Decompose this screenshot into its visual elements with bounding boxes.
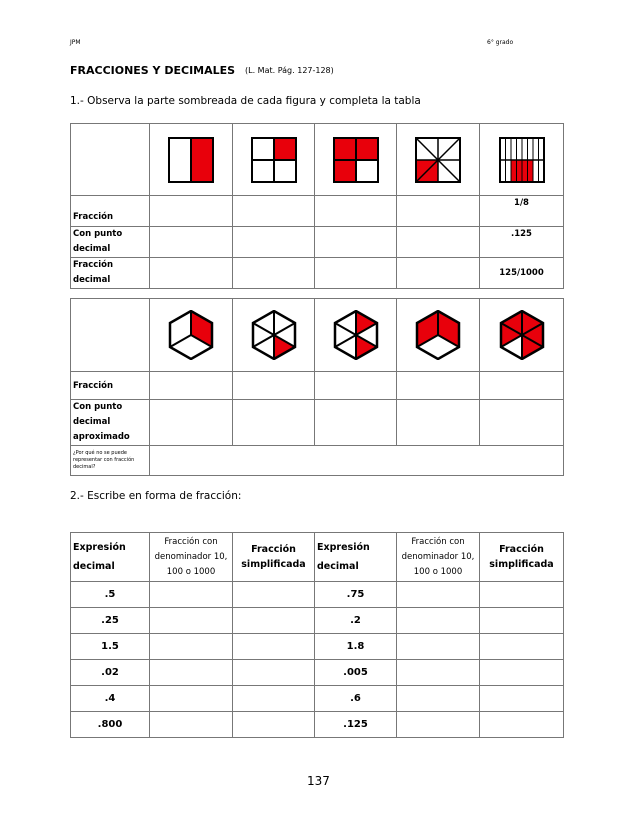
figures-table-2 — [70, 298, 564, 476]
decimal-value-right: .2 — [315, 608, 397, 634]
answer-cell[interactable] — [397, 372, 480, 400]
answer-cell[interactable] — [397, 582, 480, 608]
figure-hexagon-sixth — [233, 299, 315, 372]
square-eighths-icon — [415, 137, 461, 183]
answer-cell[interactable] — [480, 686, 564, 712]
answer-cell[interactable] — [397, 712, 480, 738]
decimal-value-left: 1.5 — [71, 634, 150, 660]
decimal-value-right: .6 — [315, 686, 397, 712]
decimal-value-right: .75 — [315, 582, 397, 608]
answer-cell[interactable] — [480, 582, 564, 608]
answer-cell[interactable] — [150, 227, 233, 258]
answer-cell[interactable] — [233, 258, 315, 289]
answer-cell[interactable] — [397, 227, 480, 258]
answer-cell[interactable] — [150, 686, 233, 712]
answer-cell[interactable] — [315, 400, 397, 446]
answer-cell[interactable] — [480, 712, 564, 738]
header-denominador-right: Fracción con denominador 10, 100 o 1000 — [397, 533, 480, 582]
answer-cell[interactable] — [397, 258, 480, 289]
answer-cell[interactable] — [233, 400, 315, 446]
answer-cell[interactable] — [150, 258, 233, 289]
answer-cell[interactable] — [150, 400, 233, 446]
page-reference: (L. Mat. Pág. 127-128) — [245, 66, 334, 75]
answer-cell[interactable] — [233, 634, 315, 660]
header-expresion-left: Expresión decimal — [71, 533, 150, 582]
answer-cell[interactable] — [315, 227, 397, 258]
answer-cell[interactable] — [150, 712, 233, 738]
hexagon-third-icon — [163, 310, 219, 360]
decimal-value-left: .25 — [71, 608, 150, 634]
decimal-value-right: .005 — [315, 660, 397, 686]
header-right: 6° grado — [487, 39, 514, 46]
answer-cell[interactable] — [480, 608, 564, 634]
answer-cell[interactable] — [397, 634, 480, 660]
answer-cell[interactable] — [150, 660, 233, 686]
answer-cell[interactable] — [150, 634, 233, 660]
answer-cell[interactable] — [397, 608, 480, 634]
answer-cell[interactable] — [233, 608, 315, 634]
answer-cell[interactable] — [480, 372, 564, 400]
decimal-value-left: .800 — [71, 712, 150, 738]
decimal-fraction-table — [70, 532, 564, 738]
figures-table-1 — [70, 123, 564, 289]
answer-cell[interactable] — [233, 660, 315, 686]
page-title: FRACCIONES Y DECIMALES — [70, 64, 236, 77]
decimal-value-right: .125 — [315, 712, 397, 738]
answer-cell[interactable] — [480, 660, 564, 686]
decimal-value-right: 1.8 — [315, 634, 397, 660]
header-expresion-right: Expresión decimal — [315, 533, 397, 582]
figure-square-three-quarters — [315, 124, 397, 196]
example-fraccion: 1/8 — [480, 196, 564, 227]
row-label-fraccion: Fracción — [71, 196, 150, 227]
hexagon-two-thirds-icon — [410, 310, 466, 360]
example-decimal: .125 — [480, 227, 564, 258]
answer-cell[interactable] — [150, 196, 233, 227]
page-number: 137 — [307, 774, 330, 788]
figure-header-empty — [71, 124, 150, 196]
hexagon-two-sixths-icon — [328, 310, 384, 360]
figure-header-empty — [71, 299, 150, 372]
answer-cell[interactable] — [150, 608, 233, 634]
answer-cell[interactable] — [233, 372, 315, 400]
hexagon-sixth-icon — [246, 310, 302, 360]
answer-cell[interactable] — [480, 634, 564, 660]
answer-cell[interactable] — [315, 196, 397, 227]
section1-instruction: 1.- Observa la parte sombreada de cada figura y completa la tabla — [70, 95, 421, 107]
answer-cell[interactable] — [397, 660, 480, 686]
row-label-fraccion: Fracción — [71, 372, 150, 400]
hexagon-five-sixths-icon — [494, 310, 550, 360]
figure-hexagon-two-thirds — [397, 299, 480, 372]
answer-cell[interactable] — [233, 227, 315, 258]
square-three-quarters-icon — [333, 137, 379, 183]
figure-square-half — [150, 124, 233, 196]
answer-cell[interactable] — [233, 196, 315, 227]
answer-cell[interactable] — [315, 258, 397, 289]
row-label-pregunta: ¿Por qué no se puede representar con fracción decimal? — [71, 446, 150, 476]
header-simplificada-left: Fracción simplificada — [233, 533, 315, 582]
header-left: JPM — [70, 39, 81, 46]
section2-instruction: 2.- Escribe en forma de fracción: — [70, 490, 242, 502]
answer-cell[interactable] — [480, 400, 564, 446]
answer-cell[interactable] — [397, 196, 480, 227]
answer-cell[interactable] — [397, 400, 480, 446]
header-simplificada-right: Fracción simplificada — [480, 533, 564, 582]
figure-square-eighths — [397, 124, 480, 196]
row-label-decimal-aproximado: Con punto decimal aproximado — [71, 400, 150, 446]
answer-cell[interactable] — [233, 582, 315, 608]
figure-bars — [480, 124, 564, 196]
figure-square-quarter — [233, 124, 315, 196]
answer-cell[interactable] — [233, 712, 315, 738]
square-half-icon — [168, 137, 214, 183]
square-quarter-icon — [251, 137, 297, 183]
example-fraccion-decimal: 125/1000 — [480, 258, 564, 289]
figure-hexagon-five-sixths — [480, 299, 564, 372]
decimal-value-left: .4 — [71, 686, 150, 712]
header-denominador-left: Fracción con denominador 10, 100 o 1000 — [150, 533, 233, 582]
row-label-fraccion-decimal: Fracción decimal — [71, 258, 150, 289]
square-bars-icon — [499, 137, 545, 183]
figure-hexagon-third — [150, 299, 233, 372]
figure-hexagon-two-sixths — [315, 299, 397, 372]
answer-cell[interactable] — [397, 686, 480, 712]
decimal-value-left: .5 — [71, 582, 150, 608]
answer-cell-wide[interactable] — [150, 446, 564, 476]
answer-cell[interactable] — [150, 582, 233, 608]
row-label-decimal: Con punto decimal — [71, 227, 150, 258]
answer-cell[interactable] — [315, 372, 397, 400]
answer-cell[interactable] — [233, 686, 315, 712]
answer-cell[interactable] — [150, 372, 233, 400]
decimal-value-left: .02 — [71, 660, 150, 686]
